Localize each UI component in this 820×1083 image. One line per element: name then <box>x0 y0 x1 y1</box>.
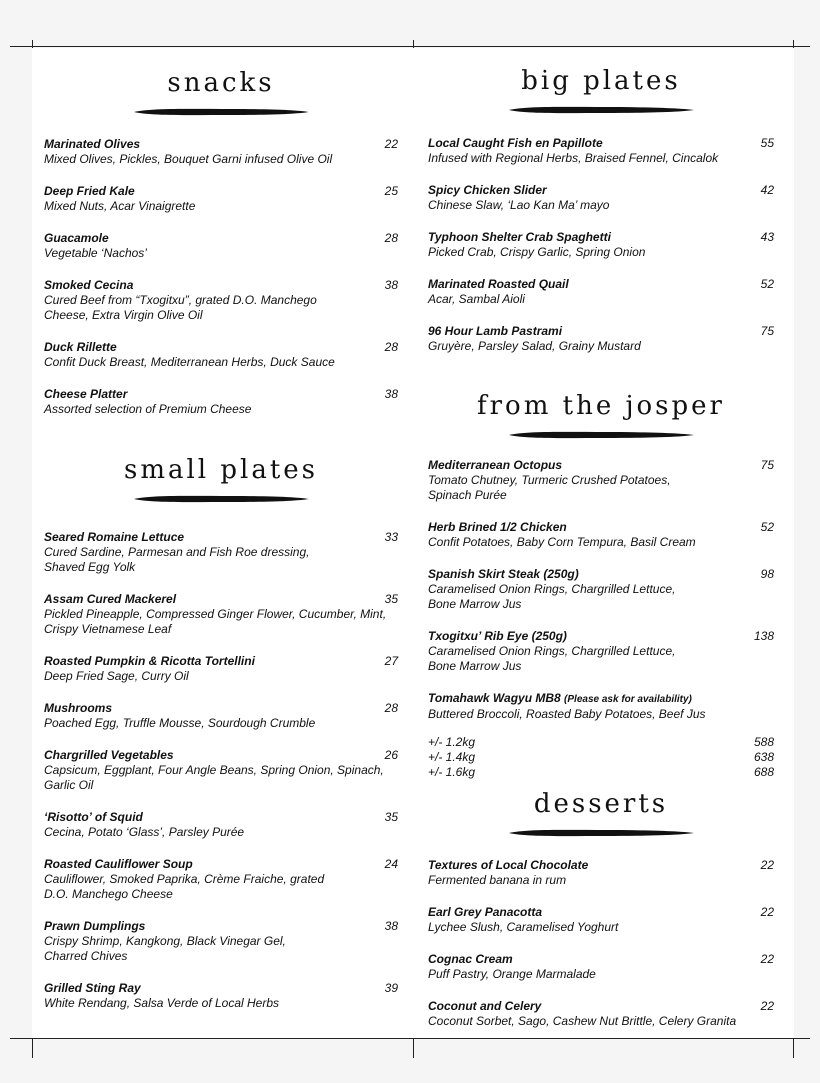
item-price: 35 <box>384 592 398 606</box>
item-name: Grilled Sting Ray <box>44 981 141 995</box>
menu-item <box>428 520 774 550</box>
item-price: 38 <box>384 387 398 401</box>
item-price: 39 <box>384 981 398 995</box>
item-name: Textures of Local Chocolate <box>428 858 589 872</box>
weight-row <box>428 765 774 780</box>
item-name: Mediterranean Octopus <box>428 458 563 472</box>
item-name: Chargrilled Vegetables <box>44 748 174 762</box>
item-name: Txogitxu’ Rib Eye (250g) <box>428 629 567 643</box>
item-name: 96 Hour Lamb Pastrami <box>428 324 563 338</box>
item-description: Picked Crab, Crispy Garlic, Spring Onion <box>428 245 646 259</box>
item-price: 138 <box>753 629 774 643</box>
item-description: Crispy Shrimp, Kangkong, Black Vinegar Gel, Charred Chives <box>44 934 286 963</box>
item-description: Assorted selection of Premium Cheese <box>44 402 252 416</box>
snacks-list <box>44 137 398 434</box>
item-description: White Rendang, Salsa Verde of Local Herbs <box>44 996 280 1010</box>
item-name: Cognac Cream <box>428 952 513 966</box>
menu-item <box>428 905 774 935</box>
menu-item <box>44 278 398 323</box>
menu-page <box>32 48 794 1038</box>
item-name: ‘Risotto’ of Squid <box>44 810 143 824</box>
item-price: 27 <box>384 654 398 668</box>
menu-item <box>428 277 774 307</box>
weight-row <box>428 735 774 750</box>
item-price: 43 <box>760 230 774 244</box>
item-description: Gruyère, Parsley Salad, Grainy Mustard <box>428 339 641 353</box>
item-name: Deep Fried Kale <box>44 184 135 198</box>
item-name: Prawn Dumplings <box>44 919 146 933</box>
menu-item <box>428 136 774 166</box>
item-price: 24 <box>384 857 398 871</box>
item-description: Mixed Nuts, Acar Vinaigrette <box>44 199 196 213</box>
brush-stroke <box>131 106 311 118</box>
menu-item <box>44 340 398 370</box>
menu-item <box>428 324 774 354</box>
item-price: 35 <box>384 810 398 824</box>
item-name: Mushrooms <box>44 701 113 715</box>
item-name: Marinated Roasted Quail <box>428 277 569 291</box>
item-description: Buttered Broccoli, Roasted Baby Potatoes, Beef Jus <box>428 707 706 721</box>
menu-item <box>44 919 398 964</box>
item-price: 98 <box>760 567 774 581</box>
brush-stroke <box>506 429 696 441</box>
item-description: Confit Potatoes, Baby Corn Tempura, Basil Cream <box>428 535 696 549</box>
item-name: Local Caught Fish en Papillote <box>428 136 603 150</box>
weight-price: 688 <box>753 765 774 779</box>
item-description: Cured Sardine, Parmesan and Fish Roe dressing, Shaved Egg Yolk <box>44 545 310 574</box>
item-name: Assam Cured Mackerel <box>44 592 177 606</box>
wagyu-item <box>428 691 774 780</box>
top-rule <box>10 46 810 47</box>
item-description: Mixed Olives, Pickles, Bouquet Garni infused Olive Oil <box>44 152 333 166</box>
weight-label: +/- 1.6kg <box>428 765 476 779</box>
josper-heading-block <box>428 391 774 441</box>
menu-item <box>44 654 398 684</box>
item-price: 75 <box>760 324 774 338</box>
item-description: Pickled Pineapple, Compressed Ginger Flower, Cucumber, Mint, Crispy Vietnamese Leaf <box>44 607 387 636</box>
item-description: Infused with Regional Herbs, Braised Fennel, Cincalok <box>428 151 719 165</box>
item-name: Duck Rillette <box>44 340 117 354</box>
item-name: Typhoon Shelter Crab Spaghetti <box>428 230 611 244</box>
menu-item <box>44 981 398 1011</box>
josper-heading: from the josper <box>477 391 725 421</box>
item-description: Caramelised Onion Rings, Chargrilled Lettuce, Bone Marrow Jus <box>428 582 676 611</box>
desserts-heading-block <box>428 789 774 839</box>
item-description: Cauliflower, Smoked Paprika, Crème Fraiche, grated D.O. Manchego Cheese <box>44 872 325 901</box>
menu-item <box>428 629 774 674</box>
item-name: Roasted Cauliflower Soup <box>44 857 193 871</box>
menu-item <box>428 999 774 1029</box>
item-name: Spanish Skirt Steak (250g) <box>428 567 579 581</box>
wagyu-name: Tomahawk Wagyu MB8 <box>428 691 561 705</box>
item-name: Smoked Cecina <box>44 278 134 292</box>
item-name: Guacamole <box>44 231 109 245</box>
item-price: 52 <box>760 277 774 291</box>
menu-item <box>44 701 398 731</box>
menu-item <box>44 810 398 840</box>
menu-item <box>44 530 398 575</box>
menu-item <box>44 748 398 793</box>
item-description: Tomato Chutney, Turmeric Crushed Potatoes, Spinach Purée <box>428 473 671 502</box>
item-price: 33 <box>384 530 398 544</box>
item-description: Vegetable ‘Nachos’ <box>44 246 147 260</box>
item-price: 22 <box>760 952 774 966</box>
item-name: Herb Brined 1/2 Chicken <box>428 520 567 534</box>
item-description: Caramelised Onion Rings, Chargrilled Lettuce, Bone Marrow Jus <box>428 644 676 673</box>
menu-item <box>44 387 398 417</box>
menu-item <box>428 858 774 888</box>
item-price: 22 <box>760 999 774 1013</box>
desserts-heading: desserts <box>533 789 669 819</box>
small-plates-heading: small plates <box>123 455 319 485</box>
big-plates-list <box>428 136 774 371</box>
item-price: 22 <box>760 858 774 872</box>
item-description: Acar, Sambal Aioli <box>428 292 525 306</box>
snacks-heading: snacks <box>167 68 275 98</box>
menu-item <box>428 458 774 503</box>
small-plates-list <box>44 530 398 1028</box>
item-description: Chinese Slaw, ‘Lao Kan Ma’ mayo <box>428 198 610 212</box>
desserts-list <box>428 858 774 1046</box>
weight-label: +/- 1.2kg <box>428 735 476 749</box>
item-description: Poached Egg, Truffle Mousse, Sourdough Crumble <box>44 716 316 730</box>
josper-list <box>428 458 774 780</box>
item-description: Puff Pastry, Orange Marmalade <box>428 967 596 981</box>
item-price: 28 <box>384 231 398 245</box>
menu-item <box>428 183 774 213</box>
item-name: Coconut and Celery <box>428 999 542 1013</box>
item-name: Spicy Chicken Slider <box>428 183 547 197</box>
item-name: Seared Romaine Lettuce <box>44 530 185 544</box>
item-price: 22 <box>384 137 398 151</box>
weight-label: +/- 1.4kg <box>428 750 476 764</box>
item-name <box>428 691 774 707</box>
menu-item <box>428 952 774 982</box>
item-name: Marinated Olives <box>44 137 141 151</box>
item-price: 52 <box>760 520 774 534</box>
item-price: 26 <box>384 748 398 762</box>
weight-row <box>428 750 774 765</box>
weight-price: 638 <box>753 750 774 764</box>
menu-item <box>44 137 398 167</box>
item-description: Cured Beef from “Txogitxu”, grated D.O. Manchego Cheese, Extra Virgin Olive Oil <box>44 293 317 322</box>
item-name: Roasted Pumpkin & Ricotta Tortellini <box>44 654 255 668</box>
item-price: 22 <box>760 905 774 919</box>
snacks-heading-block <box>44 68 398 118</box>
item-description: Fermented banana in rum <box>428 873 567 887</box>
item-price: 38 <box>384 919 398 933</box>
item-price: 28 <box>384 340 398 354</box>
item-description: Deep Fried Sage, Curry Oil <box>44 669 189 683</box>
item-description: Cecina, Potato ‘Glass’, Parsley Purée <box>44 825 245 839</box>
item-price: 25 <box>384 184 398 198</box>
item-name: Earl Grey Panacotta <box>428 905 543 919</box>
weight-price: 588 <box>753 735 774 749</box>
menu-item <box>428 567 774 612</box>
menu-item <box>44 592 398 637</box>
small-plates-heading-block <box>44 455 398 505</box>
brush-stroke <box>506 827 696 839</box>
menu-item <box>44 184 398 214</box>
menu-item <box>428 230 774 260</box>
availability-note: (Please ask for availability) <box>564 694 692 705</box>
item-description: Capsicum, Eggplant, Four Angle Beans, Spring Onion, Spinach, Garlic Oil <box>44 763 384 792</box>
item-description: Confit Duck Breast, Mediterranean Herbs, Duck Sauce <box>44 355 335 369</box>
weight-price-list <box>428 735 774 780</box>
menu-item <box>44 231 398 261</box>
item-description: Coconut Sorbet, Sago, Cashew Nut Brittle, Celery Granita <box>428 1014 737 1028</box>
big-plates-heading: big plates <box>521 66 681 96</box>
item-price: 55 <box>760 136 774 150</box>
item-price: 42 <box>760 183 774 197</box>
item-description: Lychee Slush, Caramelised Yoghurt <box>428 920 619 934</box>
item-price: 75 <box>760 458 774 472</box>
item-price: 38 <box>384 278 398 292</box>
menu-item <box>44 857 398 902</box>
item-price: 28 <box>384 701 398 715</box>
item-name: Cheese Platter <box>44 387 128 401</box>
brush-stroke <box>506 104 696 116</box>
big-plates-heading-block <box>428 66 774 116</box>
brush-stroke <box>131 493 311 505</box>
